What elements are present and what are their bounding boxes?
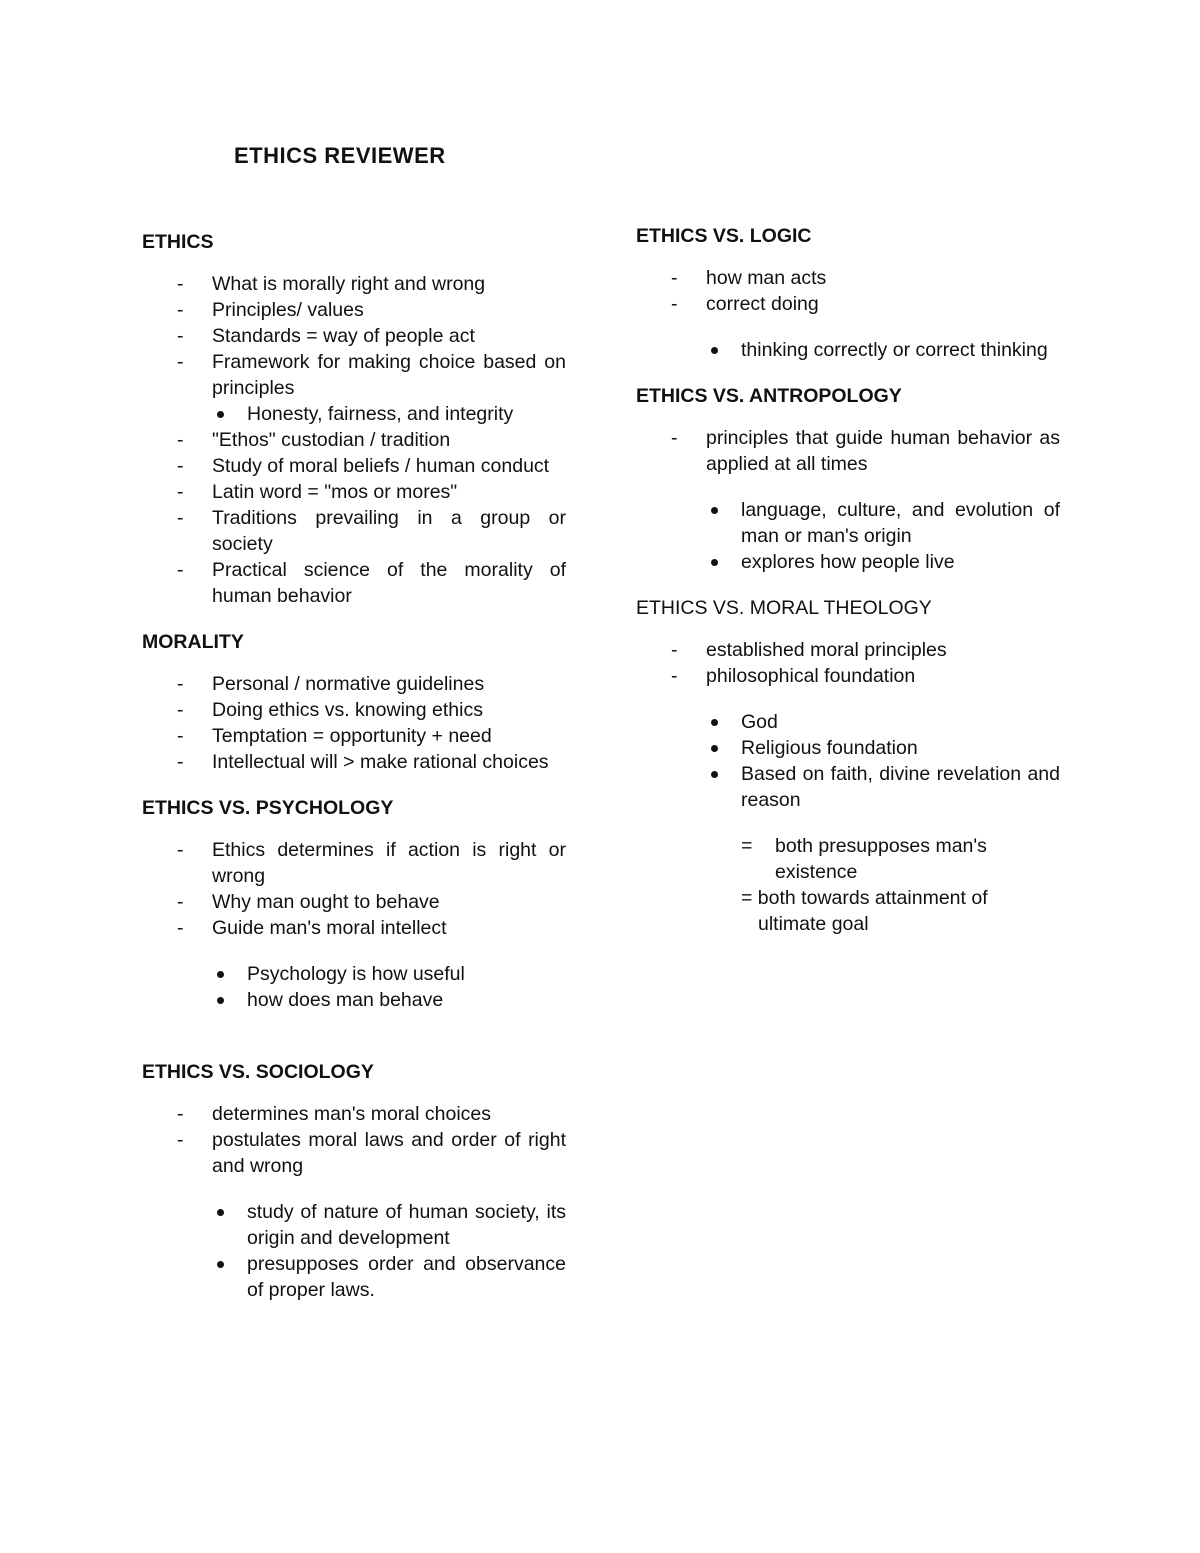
sociology-bullet-list	[142, 1199, 566, 1303]
list-item: - Practical science of the morality of human behavior	[142, 557, 566, 609]
document-title: ETHICS REVIEWER	[234, 143, 446, 168]
section-heading-morality: MORALITY	[142, 631, 244, 653]
list-item: - correct doing	[636, 291, 1060, 317]
bullet-item: God	[636, 709, 1060, 735]
section-heading-sociology: ETHICS VS. SOCIOLOGY	[142, 1061, 374, 1083]
equivalence-note	[636, 833, 1060, 885]
bullet-item: explores how people live	[636, 549, 1060, 575]
list-item: - Principles/ values	[142, 297, 566, 323]
section-heading-logic: ETHICS VS. LOGIC	[636, 225, 812, 247]
psychology-dash-list	[142, 837, 566, 941]
sociology-dash-list	[142, 1101, 566, 1179]
morality-dash-list	[142, 671, 566, 775]
bullet-item: Religious foundation	[636, 735, 1060, 761]
list-item: - Guide man's moral intellect	[142, 915, 566, 941]
bullet-item: thinking correctly or correct thinking	[636, 337, 1060, 363]
list-item: - Study of moral beliefs / human conduct	[142, 453, 566, 479]
list-item: - how man acts	[636, 265, 1060, 291]
list-item: - "Ethos" custodian / tradition	[142, 427, 566, 453]
list-item: - philosophical foundation	[636, 663, 1060, 689]
section-heading-ethics: ETHICS	[142, 231, 214, 253]
left-column	[142, 229, 566, 1303]
section-heading-anthropology: ETHICS VS. ANTROPOLOGY	[636, 385, 902, 407]
theology-dash-list	[636, 637, 1060, 689]
equivalence-text: both presupposes man's existence	[775, 835, 987, 883]
list-item: - Personal / normative guidelines	[142, 671, 566, 697]
logic-dash-list	[636, 265, 1060, 317]
bullet-item: Based on faith, divine revelation and reason	[636, 761, 1060, 813]
anthropology-dash-list	[636, 425, 1060, 477]
list-item: - postulates moral laws and order of right and wrong	[142, 1127, 566, 1179]
equals-symbol: =	[741, 835, 753, 857]
list-item: - Framework for making choice based on principles	[142, 349, 566, 401]
list-item: - What is morally right and wrong	[142, 271, 566, 297]
bullet-item: presupposes order and observance of proper laws.	[142, 1251, 566, 1303]
list-item: - established moral principles	[636, 637, 1060, 663]
bullet-item: how does man behave	[142, 987, 566, 1013]
list-item: - Standards = way of people act	[142, 323, 566, 349]
logic-bullet-list	[636, 337, 1060, 363]
ethics-dash-list	[142, 271, 566, 401]
list-item: - Traditions prevailing in a group or society	[142, 505, 566, 557]
equivalence-text: = both towards attainment of	[741, 887, 988, 909]
list-item: - Latin word = "mos or mores"	[142, 479, 566, 505]
equivalence-note	[636, 885, 1060, 937]
list-item: - principles that guide human behavior as applied at all times	[636, 425, 1060, 477]
anthropology-bullet-list	[636, 497, 1060, 575]
equivalence-text-continued: ultimate goal	[758, 913, 869, 935]
list-item: - determines man's moral choices	[142, 1101, 566, 1127]
ethics-sub-bullet-list	[142, 401, 566, 427]
list-item: - Ethics determines if action is right or wrong	[142, 837, 566, 889]
bullet-item: language, culture, and evolution of man or man's origin	[636, 497, 1060, 549]
section-heading-psychology: ETHICS VS. PSYCHOLOGY	[142, 797, 394, 819]
list-item: - Intellectual will > make rational choices	[142, 749, 566, 775]
psychology-bullet-list	[142, 961, 566, 1013]
list-item: - Temptation = opportunity + need	[142, 723, 566, 749]
bullet-item: study of nature of human society, its origin and development	[142, 1199, 566, 1251]
equivalence-notes	[636, 833, 1060, 937]
bullet-item: Psychology is how useful	[142, 961, 566, 987]
theology-bullet-list	[636, 709, 1060, 813]
section-heading-moral-theology: ETHICS VS. MORAL THEOLOGY	[636, 597, 932, 619]
list-item: - Why man ought to behave	[142, 889, 566, 915]
bullet-item: Honesty, fairness, and integrity	[142, 401, 566, 427]
list-item: - Doing ethics vs. knowing ethics	[142, 697, 566, 723]
ethics-dash-list-continued	[142, 427, 566, 609]
right-column	[636, 223, 1060, 937]
